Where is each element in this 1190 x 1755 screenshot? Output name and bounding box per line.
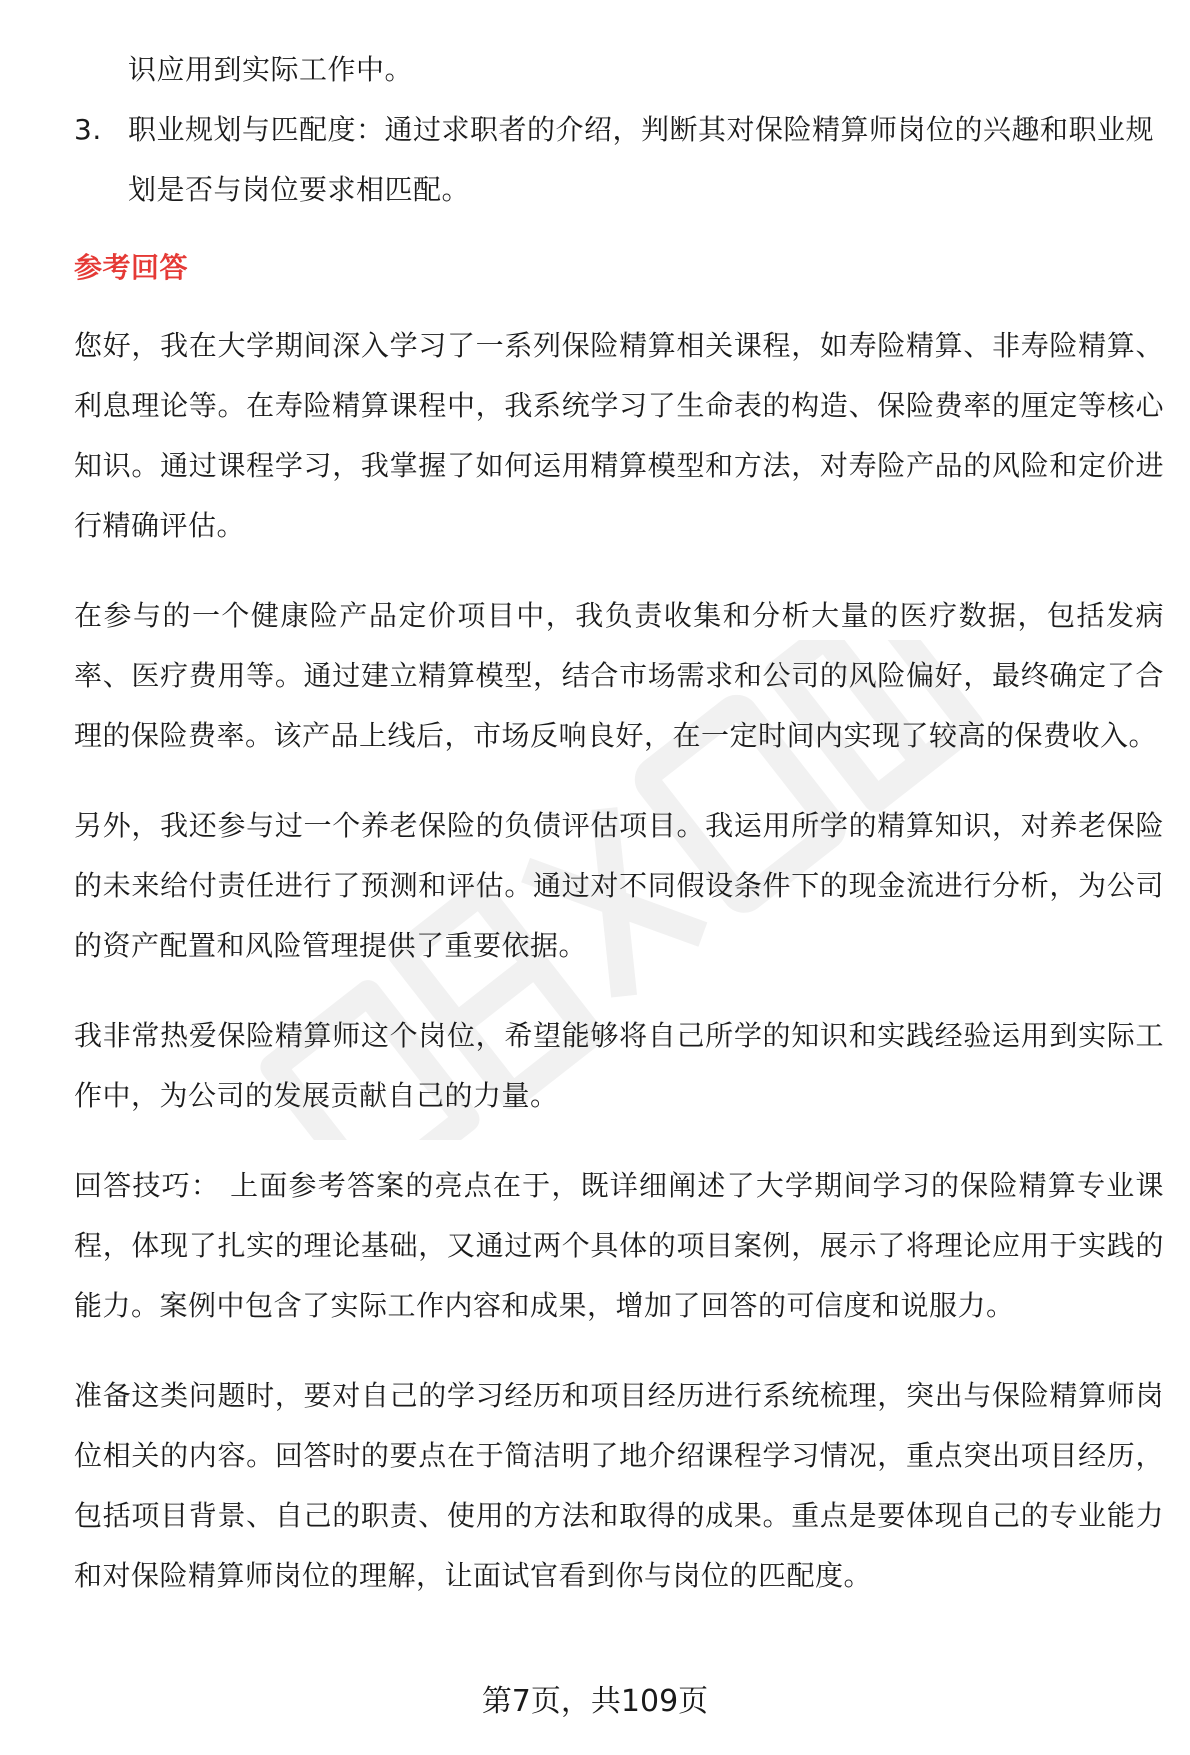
list-item-text: 职业规划与匹配度：通过求职者的介绍，判断其对保险精算师岗位的兴趣和职业规划是否与岗位要求相匹配。 bbox=[128, 113, 1155, 206]
paragraph-health-project: 在参与的一个健康险产品定价项目中，我负责收集和分析大量的医疗数据，包括发病率、医疗费用等。通过建立精算模型，结合市场需求和公司的风险偏好，最终确定了合理的保险费率。该产品上线后，市场反响良好，在一定时间内实现了较高的保费收入。 bbox=[74, 599, 1164, 752]
section-heading-reference-answer: 参考回答 bbox=[74, 251, 189, 284]
paragraph-pension-project: 另外，我还参与过一个养老保险的负债评估项目。我运用所学的精算知识，对养老保险的未来给付责任进行了预测和评估。通过对不同假设条件下的现金流进行分析，为公司的资产配置和风险管理提供了重要依据。 bbox=[74, 809, 1164, 962]
paragraph-answer-tips: 回答技巧： 上面参考答案的亮点在于，既详细阐述了大学期间学习的保险精算专业课程，体现了扎实的理论基础，又通过两个具体的项目案例，展示了将理论应用于实践的能力。案例中包含了实际工作内容和成果，增加了回答的可信度和说服力。 bbox=[74, 1169, 1164, 1322]
document-content bbox=[74, 40, 1164, 1636]
paragraph-closing: 我非常热爱保险精算师这个岗位，希望能够将自己所学的知识和实践经验运用到实际工作中，为公司的发展贡献自己的力量。 bbox=[74, 1019, 1164, 1112]
page-number-footer: 第7页，共109页 bbox=[481, 1684, 709, 1719]
list-item-number: 3. bbox=[74, 113, 102, 146]
paragraph-courses: 您好，我在大学期间深入学习了一系列保险精算相关课程，如寿险精算、非寿险精算、利息理论等。在寿险精算课程中，我系统学习了生命表的构造、保险费率的厘定等核心知识。通过课程学习，我掌握了如何运用精算模型和方法，对寿险产品的风险和定价进行精确评估。 bbox=[74, 329, 1164, 542]
list-item-3 bbox=[74, 100, 1164, 220]
list-item-continuation: 识应用到实际工作中。 bbox=[128, 53, 414, 86]
paragraph-preparation: 准备这类问题时，要对自己的学习经历和项目经历进行系统梳理，突出与保险精算师岗位相关的内容。回答时的要点在于简洁明了地介绍课程学习情况，重点突出项目经历，包括项目背景、自己的职责、使用的方法和取得的成果。重点是要体现自己的专业能力和对保险精算师岗位的理解，让面试官看到你与岗位的匹配度。 bbox=[74, 1379, 1164, 1592]
